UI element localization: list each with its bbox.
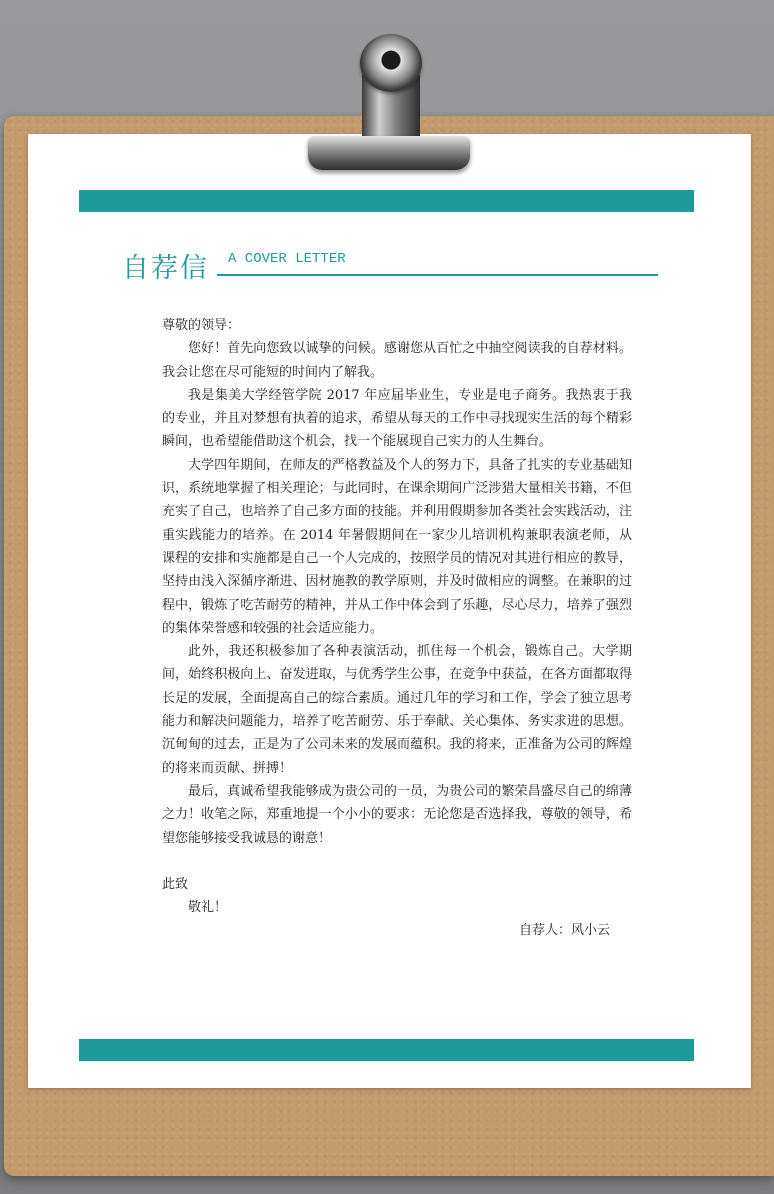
paragraph-activities: 此外，我还积极参加了各种表演活动，抓住每一个机会，锻炼自己。大学期间，始终积极向上、奋发进取，与优秀学生公事，在竞争中获益，在各方面都取得长足的发展，全面提高自己的综合素质。通过几年的学习和工作，学会了独立思考能力和解决问题能力，培养了吃苦耐劳、乐于奉献、关心集体、务实求进的思想。沉甸甸的过去，正是为了公司未来的发展而蕴积。我的将来，正准备为公司的辉煌的将来而贡献、拼搏！	[162, 644, 632, 776]
paragraph-greeting: 您好！首先向您致以诚挚的问候。感谢您从百忙之中抽空阅读我的自荐材料。我会让您在尽可能短的时间内了解我。	[162, 341, 632, 380]
binder-clip-ring	[360, 34, 422, 92]
signature: 自荐人：风小云	[518, 923, 610, 939]
salutation: 尊敬的领导：	[162, 318, 241, 333]
page-title: 自荐信	[122, 253, 209, 284]
title-underline	[217, 274, 658, 276]
closing-line-2: 敬礼！	[188, 900, 228, 916]
paragraph-university: 大学四年期间，在师友的严格教益及个人的努力下，具备了扎实的专业基础知识，系统地掌握了相关理论；与此同时，在课余期间广泛涉猎大量相关书籍，不但充实了自己，也培养了自己多方面的技能。并利用假期参加各类社会实践活动，注重实践能力的培养。在 2014 年暑假期间在一家少儿培训机构兼职表演老师，从课程的安排和实施都是自己一个人完成的，按照学员的情况对其进行相应的教导，坚持由浅入深循序渐进、因材施教的教学原则，并及时做相应的调整。在兼职的过程中，锻炼了吃苦耐劳的精神，并从工作中体会到了乐趣，尽心尽力，培养了强烈的集体荣誉感和较强的社会适应能力。	[162, 457, 632, 636]
paragraph-introduction: 我是集美大学经管学院 2017 年应届毕业生，专业是电子商务。我热衷于我的专业，并且对梦想有执着的追求，希望从每天的工作中寻找现实生活的每个精彩瞬间，也希望能借助这个机会，找一个能展现自己实力的人生舞台。	[162, 387, 632, 450]
page-subtitle: A COVER LETTER	[228, 251, 346, 267]
paragraph-conclusion: 最后，真诚希望我能够成为贵公司的一员，为贵公司的繁荣昌盛尽自己的绵薄之力！收笔之际，郑重地提一个小小的要求：无论您是否选择我，尊敬的领导，希望您能够接受我诚恳的谢意！	[162, 783, 632, 846]
top-accent-band	[79, 190, 694, 212]
bottom-accent-band	[79, 1039, 694, 1061]
closing-line-1: 此致	[162, 876, 189, 892]
binder-clip	[300, 28, 478, 178]
letter-body	[162, 314, 632, 943]
binder-clip-plate	[308, 136, 470, 170]
